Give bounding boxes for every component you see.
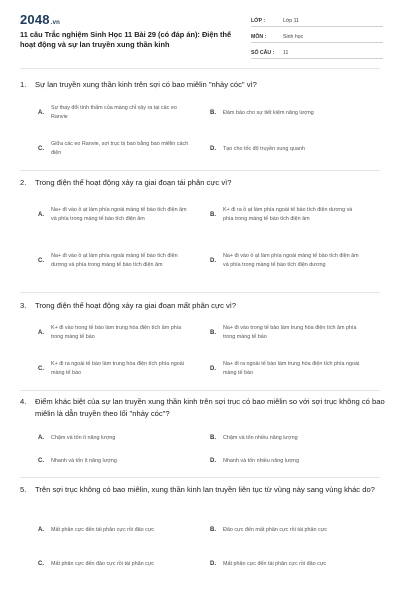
option-b[interactable]: B. Đảm bảo cho sự tiết kiệm năng lượng	[210, 109, 314, 116]
question-number: 4.	[20, 397, 27, 406]
question-text: Trên sợi trục không có bao miêlin, xung thần kinh lan truyền liên tục từ vùng này sang vùng khác do?	[35, 485, 375, 494]
meta-label: LỚP :	[251, 18, 266, 24]
meta-label: MÔN :	[251, 34, 267, 40]
question-5-options	[38, 520, 378, 580]
question-number: 3.	[20, 301, 27, 310]
question-1-options	[38, 104, 378, 162]
option-d[interactable]: D. Na+ đi vào ồ ạt làm phía ngoài màng tế bào tích điện âm và phía trong màng tế bào tích điện dương	[210, 253, 359, 268]
meta-value: 11	[283, 50, 289, 56]
document-meta	[251, 12, 383, 60]
option-c[interactable]: C. K+ đi ra ngoài tế bào làm trung hòa điện tích phía ngoài màng tế bào	[38, 361, 184, 376]
divider	[20, 292, 380, 293]
option-a[interactable]: A. Chậm và tốn ít năng lượng	[38, 434, 116, 441]
option-c[interactable]: C. Giữa các eo Ranvie, sợi trục bị bao bằng bao miêlin cách điện	[38, 141, 189, 156]
option-c[interactable]: C. Na+ đi vào ồ ạt làm phía ngoài màng tế bào tích điện dương và phía trong màng tế bào tích điện âm	[38, 253, 178, 268]
question-number: 1.	[20, 80, 27, 89]
option-a[interactable]: A. K+ đi vào trong tế bào làm trung hòa điện tích âm phía trong màng tế bào	[38, 325, 182, 340]
option-d[interactable]: D. Mất phân cực đến tái phân cực rồi đảo cực	[210, 560, 327, 567]
divider	[20, 170, 380, 171]
meta-row-class	[251, 12, 383, 27]
option-d[interactable]: D. Na+ đi ra ngoài tế bào làm trung hòa điện tích phía ngoài màng tế bào	[210, 361, 360, 376]
option-c[interactable]: C. Mất phân cực đến đảo cực rồi tái phân cực	[38, 560, 155, 567]
question-4	[20, 396, 390, 420]
meta-row-count	[251, 44, 383, 59]
option-b[interactable]: B. Đảo cực đến mất phân cực rồi tái phân cực	[210, 526, 328, 533]
question-3	[20, 300, 390, 312]
question-text: Trong điện thế hoạt động xảy ra giai đoạn mất phân cực vì?	[35, 301, 237, 310]
question-2-options	[38, 201, 378, 285]
document-header	[0, 0, 400, 68]
question-3-options	[38, 323, 378, 385]
question-number: 5.	[20, 485, 27, 494]
question-5	[20, 484, 390, 496]
meta-row-subject	[251, 28, 383, 43]
option-d[interactable]: D. Tạo cho tốc độ truyền xung quanh	[210, 145, 305, 152]
question-1	[20, 79, 390, 91]
option-a[interactable]: A. Mất phân cực đến tái phân cực rồi đảo cực	[38, 526, 155, 533]
question-4-options	[38, 432, 378, 472]
option-d[interactable]: D. Nhanh và tốn nhiều năng lượng	[210, 457, 300, 464]
document-title: 11 câu Trắc nghiệm Sinh Học 11 Bài 29 (có đáp án): Điện thế hoạt động và sự lan truyền xung thần kinh	[20, 30, 232, 49]
option-c[interactable]: C. Nhanh và tốn ít năng lượng	[38, 457, 117, 464]
question-text: Sự lan truyền xung thần kinh trên sợi có bao miêlin "nhảy cóc" vì?	[35, 80, 257, 89]
question-text: Điểm khác biệt của sự lan truyền xung thần kinh trên sợi trục có bao miêlin so với sợi trục không có bao miêlin là dẫn truyền theo lối "nhảy cóc"?	[35, 397, 385, 418]
option-b[interactable]: B. Chậm và tốn nhiều năng lượng	[210, 434, 298, 441]
question-text: Trong điện thế hoạt động xảy ra giai đoạn tái phân cực vì?	[35, 178, 232, 187]
divider	[20, 68, 380, 69]
meta-value: Sinh học	[283, 34, 304, 40]
option-a[interactable]: A. Na+ đi vào ồ ạt làm phía ngoài màng tế bào tích điện âm và phía trong màng tế bào tích điện âm	[38, 207, 187, 222]
divider	[20, 477, 380, 478]
question-number: 2.	[20, 178, 27, 187]
divider	[20, 390, 380, 391]
option-a[interactable]: A. Sự thay đổi tính thấm của màng chỉ xảy ra tại các eo Ranvie	[38, 105, 177, 120]
option-b[interactable]: B. Na+ đi vào trong tế bào làm trung hòa điện tích âm phía trong màng tế bào	[210, 325, 357, 340]
meta-value: Lớp 11	[283, 18, 299, 24]
question-2	[20, 177, 390, 189]
meta-label: SỐ CÂU :	[251, 50, 275, 56]
option-b[interactable]: B. K+ đi ra ồ ạt làm phía ngoài tế bào tích điện dương và phía trong màng tế bào tích điện âm	[210, 207, 353, 222]
site-logo[interactable]: 2048.vn	[20, 12, 61, 27]
